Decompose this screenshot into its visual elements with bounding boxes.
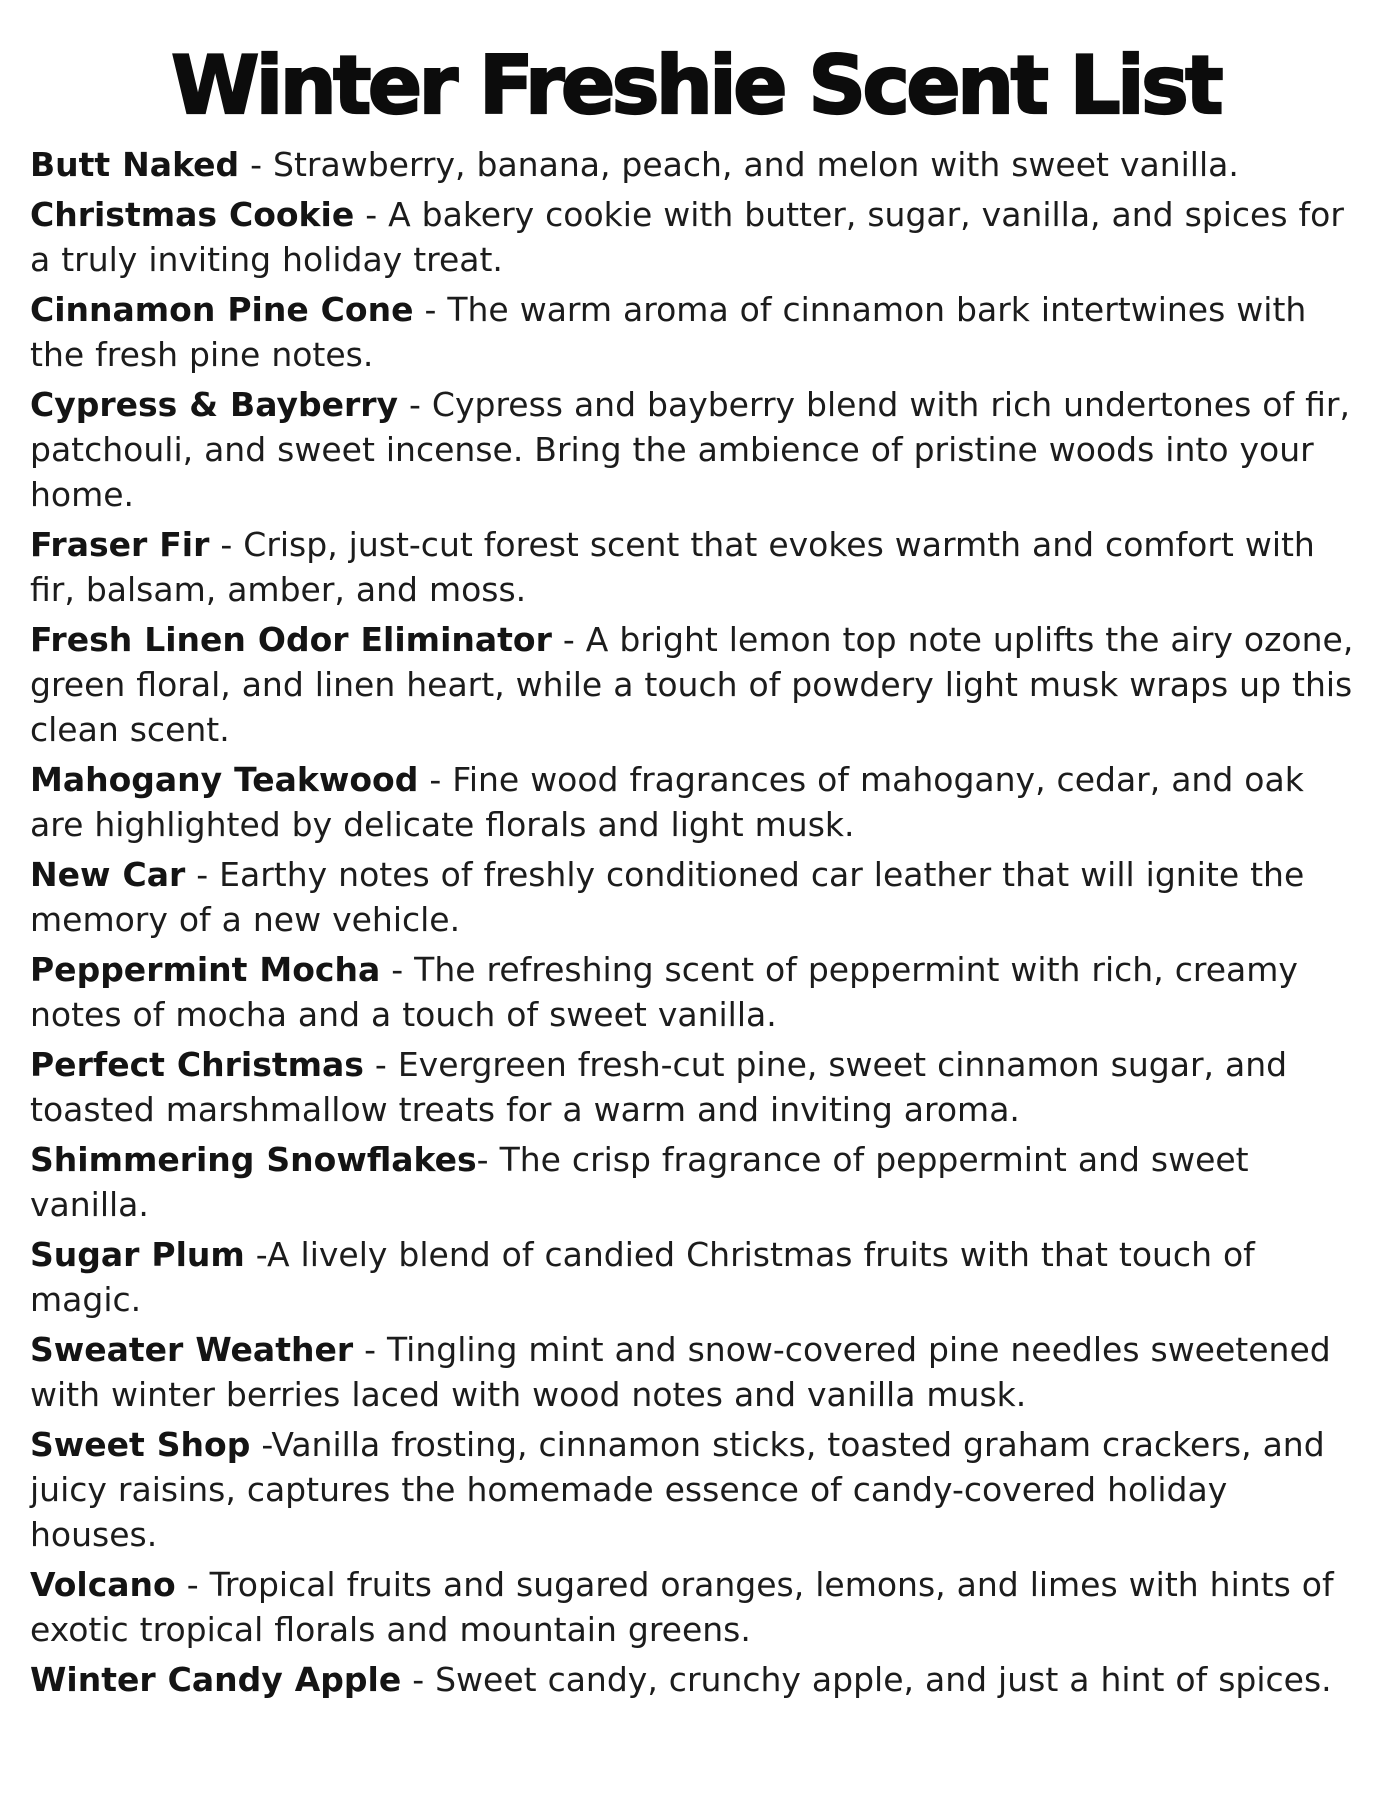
scent-separator: - — [413, 290, 448, 329]
scent-name: Shimmering Snowflakes — [30, 1140, 477, 1179]
scent-separator: - — [209, 525, 244, 564]
scent-list — [30, 142, 1361, 1702]
scent-entry-11 — [30, 1232, 1361, 1322]
scent-name: Fraser Fir — [30, 525, 210, 564]
scent-separator: - — [551, 620, 586, 659]
scent-description: Vanilla frosting, cinnamon sticks, toasted graham crackers, and juicy raisins, captures the homemade essence of candy-covered holiday houses. — [30, 1425, 1325, 1554]
scent-description: The crisp fragrance of peppermint and sweet vanilla. — [30, 1140, 1249, 1224]
scent-description: Earthy notes of freshly conditioned car leather that will ignite the memory of a new vehicle. — [30, 855, 1305, 939]
scent-description: Crisp, just-cut forest scent that evokes warmth and comfort with fir, balsam, amber, and moss. — [30, 525, 1315, 609]
scent-description: The warm aroma of cinnamon bark intertwines with the fresh pine notes. — [30, 290, 1307, 374]
scent-separator: - — [244, 1235, 267, 1274]
scent-separator: - — [185, 855, 220, 894]
scent-name: Peppermint Mocha — [30, 950, 381, 989]
scent-name: Sweet Shop — [30, 1425, 251, 1464]
scent-entry-2 — [30, 287, 1361, 377]
scent-entry-14 — [30, 1562, 1361, 1652]
scent-entry-0 — [30, 142, 1361, 187]
scent-entry-12 — [30, 1327, 1361, 1417]
scent-separator: - — [239, 145, 274, 184]
scent-separator: - — [401, 1660, 436, 1699]
scent-entry-3 — [30, 382, 1361, 517]
scent-description: Tingling mint and snow-covered pine needles sweetened with winter berries laced with wood notes and vanilla musk. — [30, 1330, 1331, 1414]
scent-separator: - — [250, 1425, 272, 1464]
scent-name: New Car — [30, 855, 186, 894]
scent-separator: - — [353, 1330, 388, 1369]
scent-entry-6 — [30, 757, 1361, 847]
scent-entry-7 — [30, 852, 1361, 942]
scent-separator: - — [380, 950, 415, 989]
scent-description: A bright lemon top note uplifts the airy ozone, green floral, and linen heart, while a touch of powdery light musk wraps up this clean scent. — [30, 620, 1354, 749]
scent-name: Mahogany Teakwood — [30, 760, 419, 799]
scent-description: Strawberry, banana, peach, and melon with sweet vanilla. — [273, 145, 1239, 184]
scent-description: Sweet candy, crunchy apple, and just a hint of spices. — [435, 1660, 1332, 1699]
scent-separator: - — [175, 1565, 210, 1604]
scent-name: Sugar Plum — [30, 1235, 245, 1274]
scent-entry-1 — [30, 192, 1361, 282]
scent-description: The refreshing scent of peppermint with rich, creamy notes of mocha and a touch of sweet vanilla. — [30, 950, 1298, 1034]
scent-separator: - — [354, 195, 389, 234]
scent-description: A bakery cookie with butter, sugar, vanilla, and spices for a truly inviting holiday treat. — [30, 195, 1344, 279]
scent-name: Cinnamon Pine Cone — [30, 290, 414, 329]
scent-separator: - — [476, 1140, 500, 1179]
scent-separator: - — [418, 760, 453, 799]
page-title: Winter Freshie Scent List — [171, 39, 1220, 132]
scent-description: A lively blend of candied Christmas fruits with that touch of magic. — [30, 1235, 1255, 1319]
scent-name: Butt Naked — [30, 145, 240, 184]
scent-entry-9 — [30, 1042, 1361, 1132]
scent-entry-8 — [30, 947, 1361, 1037]
scent-entry-15 — [30, 1657, 1361, 1702]
scent-name: Fresh Linen Odor Eliminator — [30, 620, 552, 659]
scent-description: Evergreen fresh-cut pine, sweet cinnamon sugar, and toasted marshmallow treats for a warm and inviting aroma. — [30, 1045, 1288, 1129]
scent-name: Sweater Weather — [30, 1330, 354, 1369]
scent-description: Tropical fruits and sugared oranges, lemons, and limes with hints of exotic tropical florals and mountain greens. — [30, 1565, 1334, 1649]
scent-entry-4 — [30, 522, 1361, 612]
scent-entry-5 — [30, 617, 1361, 752]
scent-description: Cypress and bayberry blend with rich undertones of fir, patchouli, and sweet incense. Bring the ambience of pristine woods into your home. — [30, 385, 1350, 514]
scent-description: Fine wood fragrances of mahogany, cedar, and oak are highlighted by delicate florals and light musk. — [30, 760, 1304, 844]
scent-entry-10 — [30, 1137, 1361, 1227]
scent-name: Christmas Cookie — [30, 195, 355, 234]
scent-separator: - — [363, 1045, 398, 1084]
scent-entry-13 — [30, 1422, 1361, 1557]
scent-name: Perfect Christmas — [30, 1045, 364, 1084]
scent-name: Cypress & Bayberry — [30, 385, 399, 424]
scent-name: Volcano — [30, 1565, 176, 1604]
scent-separator: - — [398, 385, 432, 424]
scent-name: Winter Candy Apple — [30, 1660, 402, 1699]
